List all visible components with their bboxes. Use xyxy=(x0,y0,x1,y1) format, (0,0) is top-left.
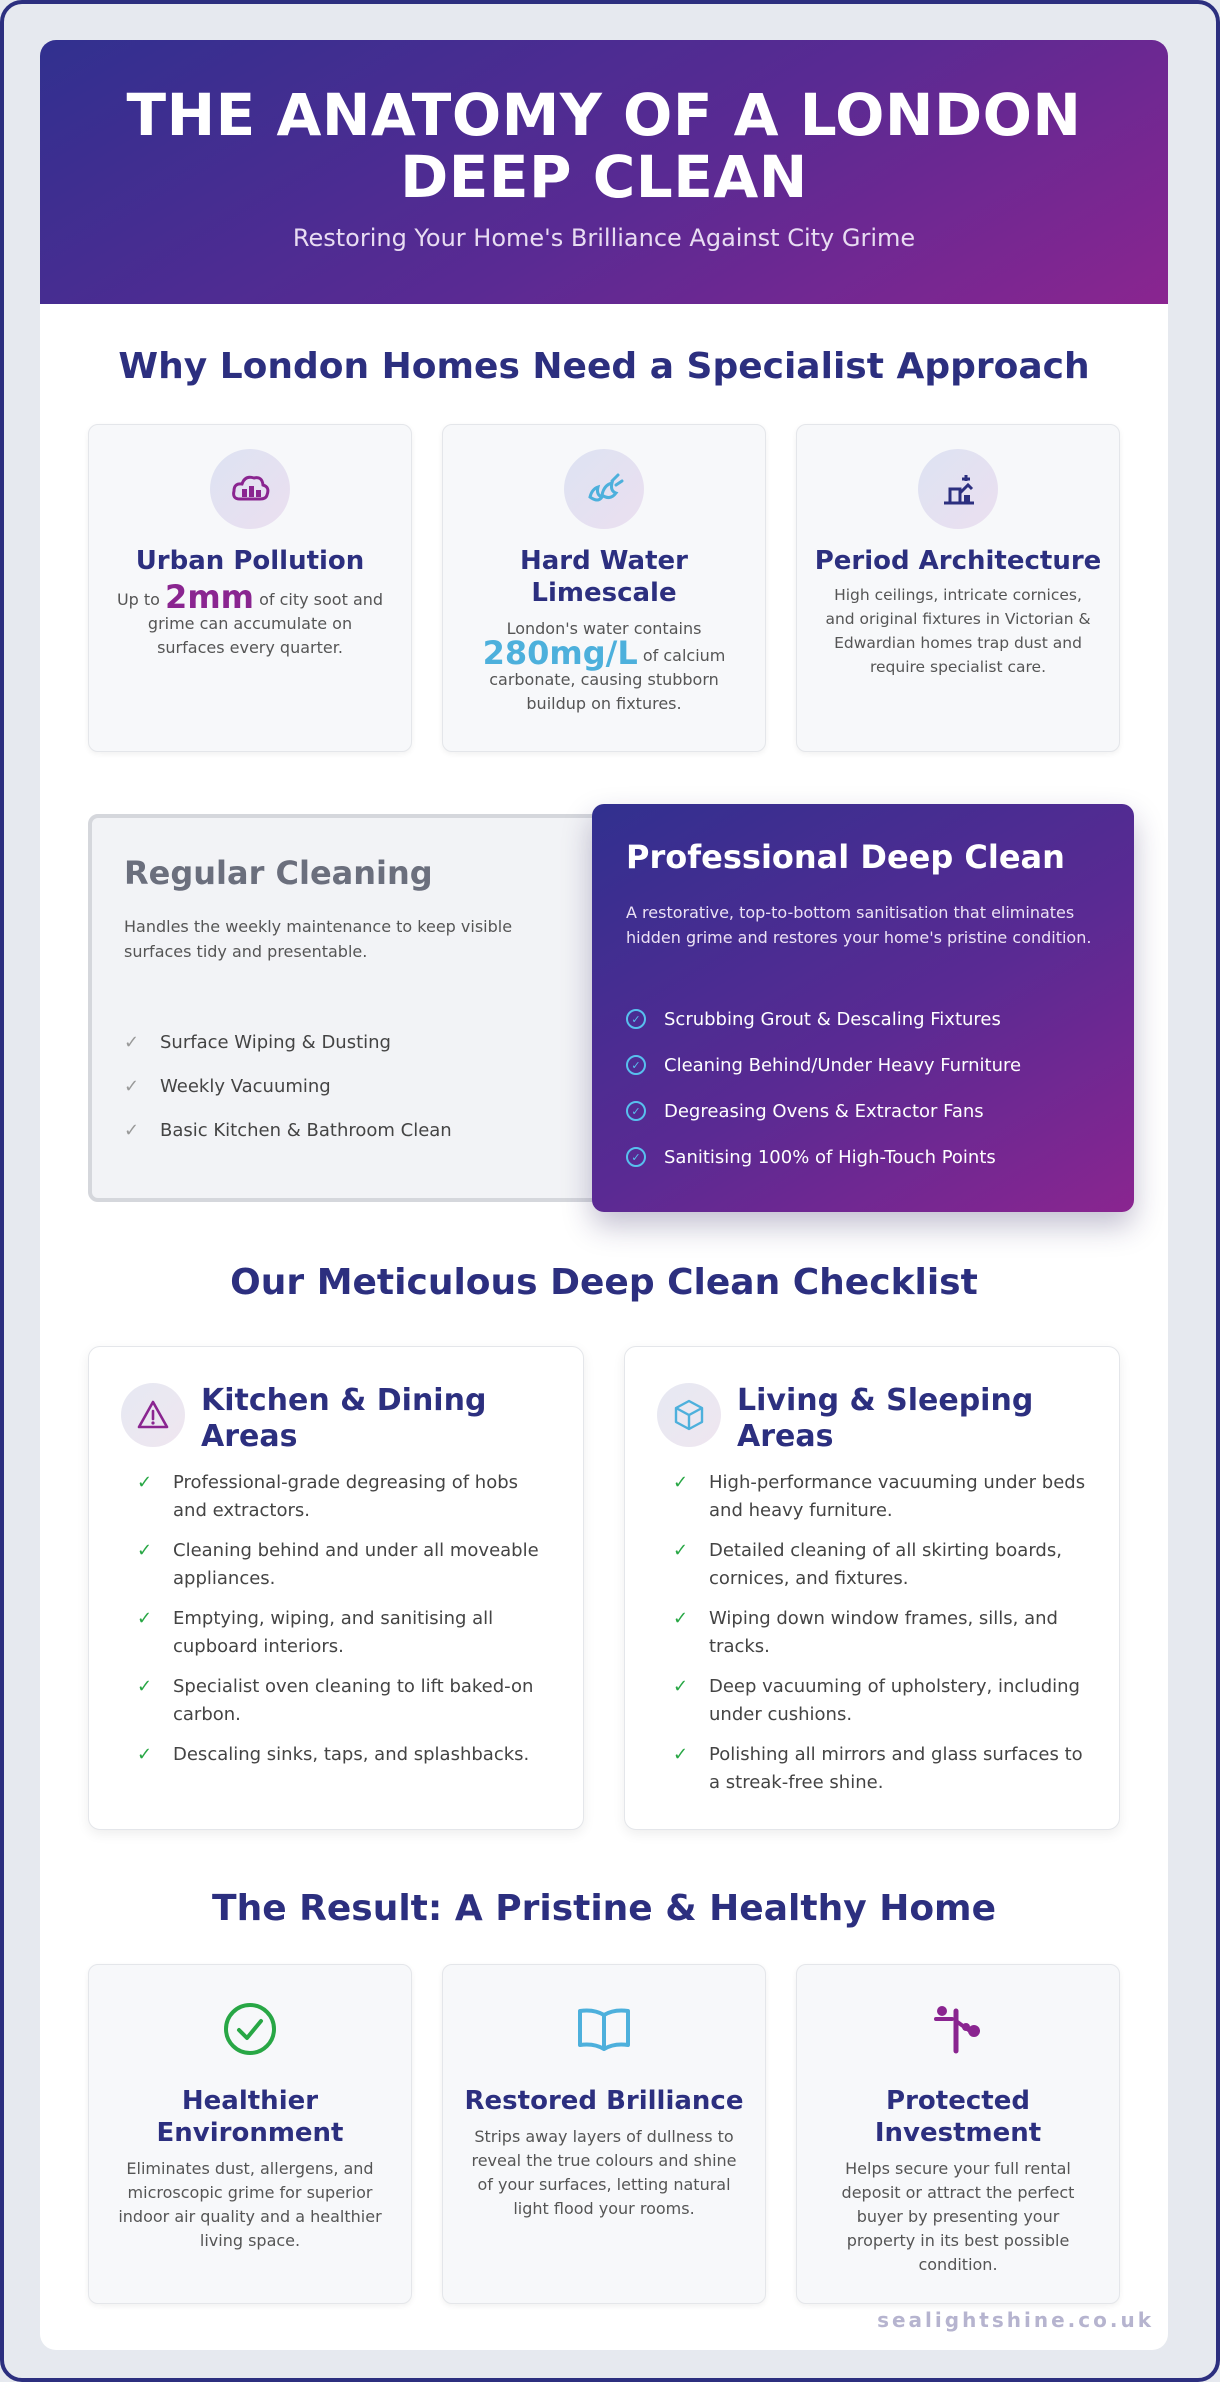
card-title: Restored Brilliance xyxy=(464,2086,744,2116)
check-circle-icon: ✓ xyxy=(626,1009,646,1029)
list-item: ✓ Scrubbing Grout & Descaling Fixtures xyxy=(626,996,1021,1042)
why-section-title: Why London Homes Need a Specialist Approach xyxy=(118,346,1090,387)
check-circle-icon xyxy=(222,2001,278,2061)
title-line-2: DEEP CLEAN xyxy=(400,143,808,211)
list-item: ✓ Detailed cleaning of all skirting boards, cornices, and fixtures. xyxy=(673,1537,1093,1593)
list-item: ✓ Wiping down window frames, sills, and tracks. xyxy=(673,1605,1093,1661)
pollution-cloud-icon xyxy=(210,449,290,529)
healthier-environment-card xyxy=(88,1964,412,2304)
list-item: ✓ Deep vacuuming of upholstery, including under cushions. xyxy=(673,1673,1093,1729)
kitchen-card-title: Kitchen & Dining Areas xyxy=(201,1383,487,1454)
check-icon: ✓ xyxy=(673,1472,689,1493)
check-icon: ✓ xyxy=(124,1031,140,1053)
pro-clean-title: Professional Deep Clean xyxy=(626,838,1065,876)
hero-subtitle: Restoring Your Home's Brilliance Against City Grime xyxy=(292,224,916,252)
result-section-title: The Result: A Pristine & Healthy Home xyxy=(212,1888,996,1929)
professional-deep-clean-panel xyxy=(592,804,1134,1212)
list-item: ✓ Specialist oven cleaning to lift baked-on carbon. xyxy=(137,1673,557,1729)
card-description: Strips away layers of dullness to reveal the true colours and shine of your surfaces, letting natural light flood your rooms. xyxy=(471,2127,737,2218)
water-drops-icon xyxy=(564,449,644,529)
website-footer: sealightshine.co.uk xyxy=(877,2308,1154,2332)
restored-brilliance-card xyxy=(442,1964,766,2304)
card-description: Eliminates dust, allergens, and microscopic grime for superior indoor air quality and a healthier living space. xyxy=(118,2159,382,2250)
card-description: Helps secure your full rental deposit or attract the perfect buyer by presenting your property in its best possible condition. xyxy=(841,2159,1075,2274)
card-title: Protected Investment xyxy=(874,2086,1042,2148)
check-icon: ✓ xyxy=(124,1119,140,1141)
list-item: ✓ High-performance vacuuming under beds and heavy furniture. xyxy=(673,1469,1093,1525)
list-item: ✓ Polishing all mirrors and glass surfaces to a streak-free shine. xyxy=(673,1741,1093,1797)
kitchen-checklist-card xyxy=(88,1346,584,1830)
list-item: ✓ Emptying, wiping, and sanitising all cupboard interiors. xyxy=(137,1605,557,1661)
check-icon: ✓ xyxy=(673,1744,689,1765)
living-card-title: Living & Sleeping Areas xyxy=(737,1383,1034,1454)
stat-value: 280mg/L xyxy=(482,634,638,672)
kitchen-checklist xyxy=(137,1469,557,1781)
hero-banner xyxy=(40,40,1168,304)
list-item: ✓ Surface Wiping & Dusting xyxy=(124,1031,391,1053)
cube-icon xyxy=(657,1383,721,1447)
open-book-icon xyxy=(576,2001,632,2061)
tools-icon xyxy=(930,2001,986,2061)
check-circle-icon: ✓ xyxy=(626,1101,646,1121)
check-icon: ✓ xyxy=(673,1540,689,1561)
period-architecture-card xyxy=(796,424,1120,752)
regular-cleaning-title: Regular Cleaning xyxy=(124,854,433,892)
card-title: Healthier Environment xyxy=(156,2086,344,2148)
list-item: ✓ Cleaning behind and under all moveable appliances. xyxy=(137,1537,557,1593)
check-icon: ✓ xyxy=(137,1540,153,1561)
card-description: High ceilings, intricate cornices, and original fixtures in Victorian & Edwardian homes trap dust and require specialist care. xyxy=(825,586,1091,676)
warning-triangle-icon xyxy=(121,1383,185,1447)
card-title: Period Architecture xyxy=(814,546,1102,576)
card-description: Up to 2mm of city soot and grime can accumulate on surfaces every quarter. xyxy=(116,578,384,657)
list-item: ✓ Sanitising 100% of High-Touch Points xyxy=(626,1134,1021,1180)
check-icon: ✓ xyxy=(124,1075,140,1097)
list-item: ✓ Weekly Vacuuming xyxy=(124,1075,331,1097)
regular-cleaning-panel xyxy=(88,814,608,1202)
check-icon: ✓ xyxy=(673,1608,689,1629)
chandelier-icon xyxy=(918,449,998,529)
title-line-1: THE ANATOMY OF A LONDON xyxy=(126,81,1082,149)
list-item: ✓ Degreasing Ovens & Extractor Fans xyxy=(626,1088,1021,1134)
living-checklist-card xyxy=(624,1346,1120,1830)
check-icon: ✓ xyxy=(137,1472,153,1493)
list-item: ✓ Professional-grade degreasing of hobs and extractors. xyxy=(137,1469,557,1525)
list-item: ✓ Cleaning Behind/Under Heavy Furniture xyxy=(626,1042,1021,1088)
list-item: ✓ Descaling sinks, taps, and splashbacks. xyxy=(137,1741,557,1769)
pro-clean-lead: A restorative, top-to-bottom sanitisation that eliminates hidden grime and restores your home's pristine condition. xyxy=(626,903,1092,947)
card-description: London's water contains 280mg/L of calcium carbonate, causing stubborn buildup on fixtures. xyxy=(482,619,726,713)
checklist-section-title: Our Meticulous Deep Clean Checklist xyxy=(230,1262,978,1303)
living-checklist xyxy=(673,1469,1093,1809)
card-title: Hard Water Limescale xyxy=(520,546,688,608)
check-icon: ✓ xyxy=(137,1744,153,1765)
stat-value: 2mm xyxy=(165,578,254,616)
regular-cleaning-list xyxy=(124,1020,452,1152)
pro-clean-list xyxy=(626,996,1021,1180)
infographic-card xyxy=(40,40,1168,2350)
check-icon: ✓ xyxy=(137,1608,153,1629)
protected-investment-card xyxy=(796,1964,1120,2304)
check-circle-icon: ✓ xyxy=(626,1147,646,1167)
urban-pollution-card xyxy=(88,424,412,752)
check-icon: ✓ xyxy=(673,1676,689,1697)
list-item: ✓ Basic Kitchen & Bathroom Clean xyxy=(124,1119,452,1141)
card-title: Urban Pollution xyxy=(135,546,365,576)
check-icon: ✓ xyxy=(137,1676,153,1697)
regular-cleaning-lead: Handles the weekly maintenance to keep visible surfaces tidy and presentable. xyxy=(124,917,513,961)
page-title xyxy=(40,81,1168,211)
check-circle-icon: ✓ xyxy=(626,1055,646,1075)
hard-water-card xyxy=(442,424,766,752)
